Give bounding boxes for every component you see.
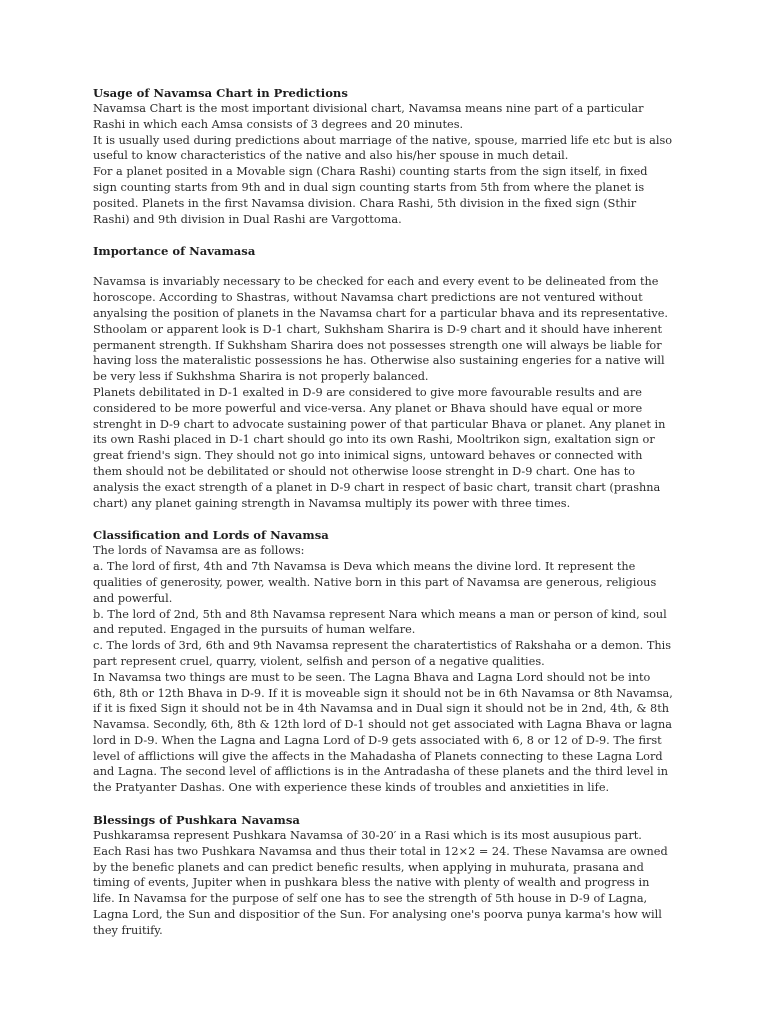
section-heading: Blessings of Pushkara Navamsa (93, 813, 300, 828)
list-item: a. The lord of first, 4th and 7th Navamsa is Deva which means the divine lord. It represent the qualities of generosity, power, wealth. Native born in this part of Navamsa are generous, religious and powerful. (93, 560, 657, 605)
paragraph: In Navamsa two things are must to be seen. The Lagna Bhava and Lagna Lord should not be into 6th, 8th or 12th Bhava in D-9. If it is moveable sign it should not be in 6th Navamsa or 8th Navamsa, if it is fixed Sign it should not be in 4th Navamsa and in Dual sign it should not be in 2nd, 4th, & 8th Navamsa. Secondly, 6th, 8th & 12th lord of D-1 should not get associated with Lagna Bhava or lagna lord in D-9. When the Lagna and Lagna Lord of D-9 gets associated with 6, 8 or 12 of D-9. The first level of afflictions will give the affects in the Mahadasha of Planets connecting to these Lagna Lord and Lagna. The second level of afflictions is in the Antradasha of these planets and the third level in the Pratyanter Dashas. One with experience these kinds of troubles and anxietities in life. (93, 670, 673, 795)
paragraph: It is usually used during predictions about marriage of the native, spouse, married life etc but is also useful to know characteristics of the native and also his/her spouse in much detail. (93, 133, 673, 163)
section-blessings-of-pushkara (93, 812, 673, 939)
list-item: c. The lords of 3rd, 6th and 9th Navamsa represent the charatertistics of Rakshaha or a demon. This part represent cruel, quarry, violent, selfish and person of a negative qualities. (93, 639, 672, 668)
section-spacer (93, 511, 673, 527)
section-spacer (93, 796, 673, 812)
document-page (93, 85, 673, 939)
section-heading: Usage of Navamsa Chart in Predictions (93, 86, 348, 100)
section-classification-and-lords (93, 527, 673, 796)
section-spacer (93, 227, 673, 243)
heading-spacer (93, 259, 673, 274)
paragraph: For a planet posited in a Movable sign (Chara Rashi) counting starts from the sign itself, in fixed sign counting starts from 9th and in dual sign counting starts from 5th from where the planet is posited. Planets in the first Navamsa division. Chara Rashi, 5th division in the fixed sign (Sthir Rashi) and 9th division in Dual Rashi are Vargottoma. (93, 165, 648, 226)
section-heading: Classification and Lords of Navamsa (93, 528, 329, 543)
paragraph: Navamsa is invariably necessary to be checked for each and every event to be delineated from the horoscope. According to Shastras, without Navamsa chart predictions are not ventured without anyalsing the position of planets in the Navamsa chart for a particular bhava and its representative. Sthoolam or apparent look is D-1 chart, Sukhsham Sharira is D-9 chart and it should have inherent permanent strength. If Sukhsham Sharira does not possesses strength one will always be liable for having loss the materalistic possessions he has. Otherwise also sustaining engeries for a native will be very less if Sukhshma Sharira is not properly balanced. (93, 275, 668, 384)
paragraph: Pushkaramsa represent Pushkara Navamsa of 30-20′ in a Rasi which is its most ausupious part. Each Rasi has two Pushkara Navamsa and thus their total in 12×2 = 24. These Navamsa are owned by the benefic planets and can predict benefic results, when applying in muhurata, prasana and timing of events, Jupiter when in pushkara bless the native with plenty of wealth and progress in life. In Navamsa for the purpose of self one has to see the strength of 5th house in D-9 of Lagna, Lagna Lord, the Sun and dispositior of the Sun. For analysing one's poorva punya karma's how will they fruitify. (93, 829, 668, 937)
section-usage-of-navamsa (93, 85, 673, 227)
paragraph: Navamsa Chart is the most important divisional chart, Navamsa means nine part of a particular Rashi in which each Amsa consists of 3 degrees and 20 minutes. (93, 102, 644, 131)
section-importance-of-navamasa (93, 243, 673, 511)
paragraph: Planets debilitated in D-1 exalted in D-9 are considered to give more favourable results and are considered to be more powerful and vice-versa. Any planet or Bhava should have equal or more strenght in D-9 chart to advocate sustaining power of that particular Bhava or planet. Any planet in its own Rashi placed in D-1 chart should go into its own Rashi, Mooltrikon sign, exaltation sign or great friend's sign. They should not go into inimical signs, untoward behaves or connected with them should not be debilitated or should not otherwise loose strenght in D-9 chart. One has to analysis the exact strength of a planet in D-9 chart in respect of basic chart, transit chart (prashna chart) any planet gaining strength in Navamsa multiply its power with three times. (93, 385, 666, 510)
paragraph: The lords of Navamsa are as follows: (93, 544, 305, 558)
section-heading: Importance of Navamasa (93, 244, 256, 259)
list-item: b. The lord of 2nd, 5th and 8th Navamsa represent Nara which means a man or person of kind, soul and reputed. Engaged in the pursuits of human welfare. (93, 607, 667, 637)
